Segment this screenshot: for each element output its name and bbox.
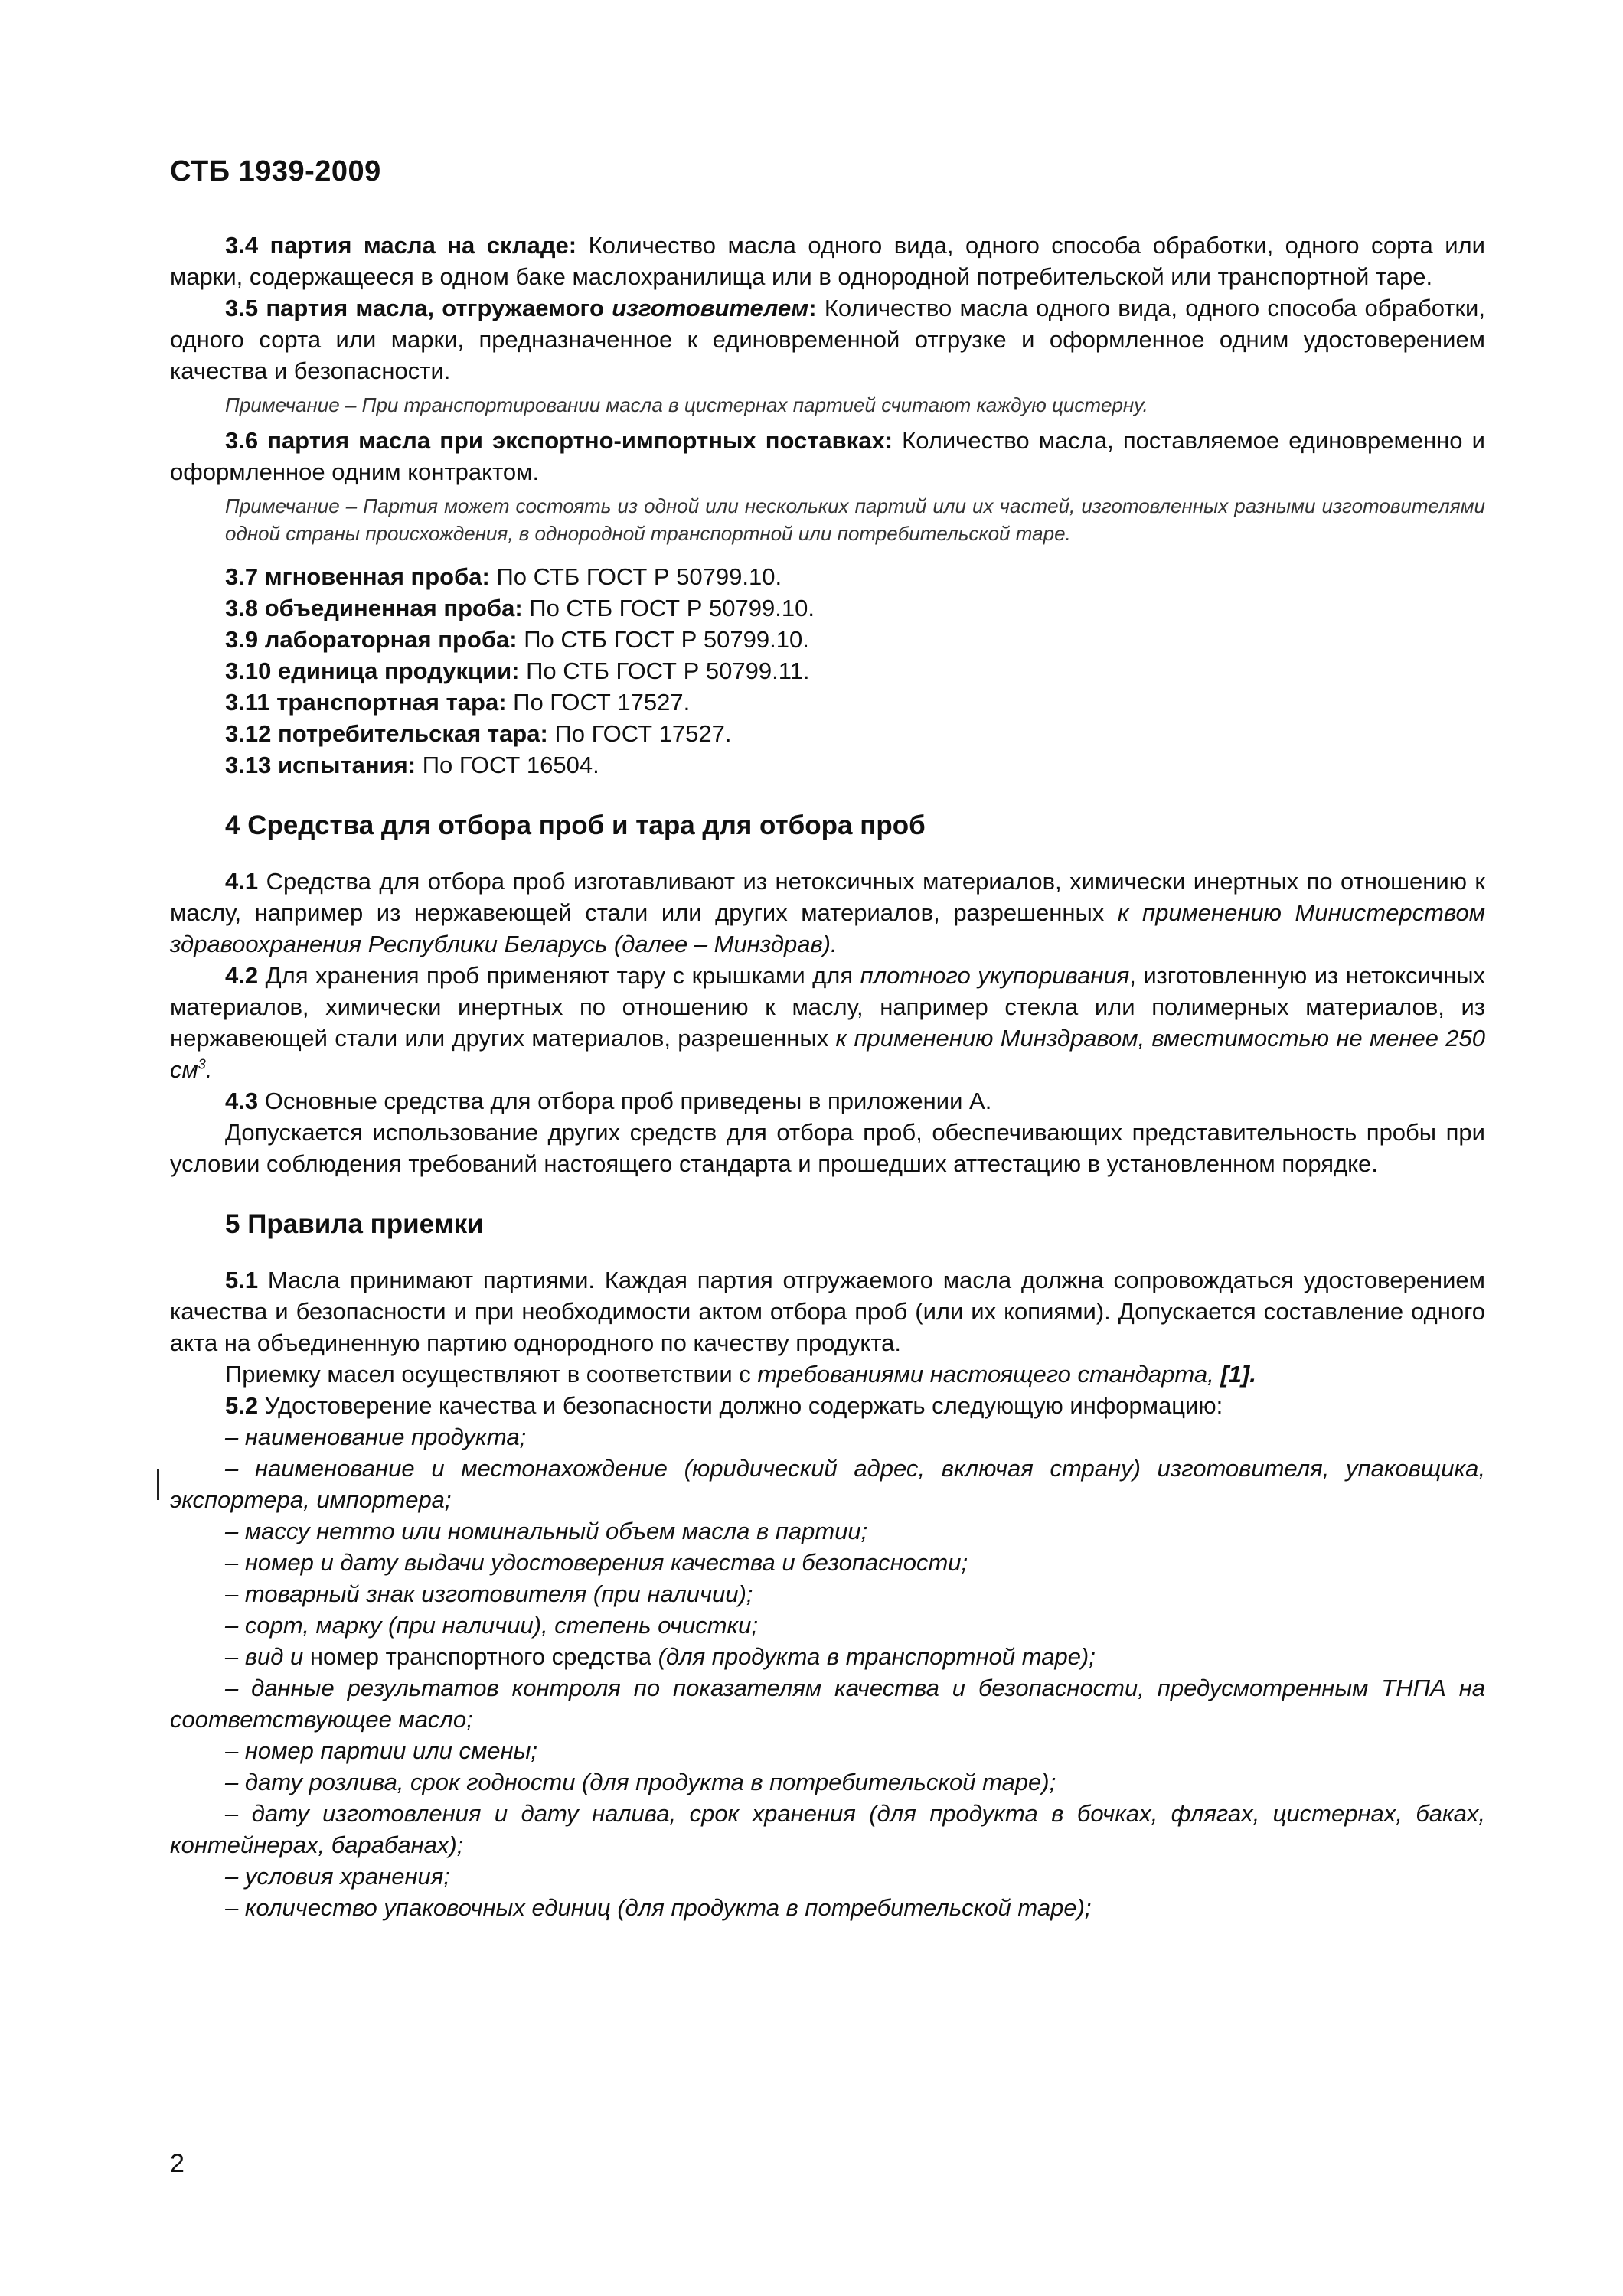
def-num: 3.9 [225,626,259,653]
revision-change-bar [157,1469,159,1500]
def-num: 3.13 [225,752,272,778]
definition-3-10 [170,655,1485,687]
def-term: мгновенная проба: [264,563,490,590]
list-item: – дату изготовления и дату налива, срок хранения (для продукта в бочках, флягах, цистернах, баках, контейнерах, барабанах); [170,1800,1485,1858]
para-text: Средства для отбора проб изготавливают из нетоксичных материалов, химически инертных по отношению к маслу, например из нержавеющей стали или других материалов, разрешенных [170,868,1485,926]
paragraph-4-2 [170,960,1485,1085]
def-term: единица продукции: [277,657,520,684]
def-term: лабораторная проба: [264,626,518,653]
def-text: По ГОСТ 17527. [554,720,732,747]
para-text: , изготовленную из нетоксичных материалов, химически инертных по отношению к маслу, например стекла или полимерных материалов, из нержавеющей стали или других материалов, разрешенных [170,962,1485,1052]
para-text: Удостоверение качества и безопасности должно содержать следующую информацию: [264,1392,1223,1419]
def-text: По СТБ ГОСТ Р 50799.11. [526,657,810,684]
def-text: По СТБ ГОСТ Р 50799.10. [529,595,815,621]
def-term-colon: : [808,295,817,321]
list-item: – номер партии или смены; [225,1737,538,1764]
definition-3-9 [170,624,1485,655]
def-num: 3.12 [225,720,272,747]
para-text: Основные средства для отбора проб приведены в приложении А. [264,1088,992,1114]
def-text: Количество масла, поставляемое единовременно и оформленное одним контрактом. [170,427,1485,485]
list-item: – дату розлива, срок годности (для продукта в потребительской таре); [225,1769,1056,1795]
definition-3-4 [170,230,1485,292]
paragraph-5-1 [170,1264,1485,1358]
list-item: – наименование и местонахождение (юридический адрес, включая страну) изготовителя, упаковщика, экспортера, импортера; [170,1455,1485,1513]
list-item: – данные результатов контроля по показателям качества и безопасности, предусмотренным ТНПА на соответствующее масло; [170,1675,1485,1733]
def-term: объединенная проба: [264,595,523,621]
paragraph-5-2 [170,1390,1485,1421]
def-num: 3.8 [225,595,259,621]
list-item: – массу нетто или номинальный объем масла в партии; [225,1518,868,1544]
def-term: партия масла, отгружаемого [266,295,612,321]
para-num: 4.3 [225,1088,259,1114]
list-item: – вид и номер транспортного средства (для продукта в транспортной таре); [225,1643,1096,1670]
def-term: партия масла на складе: [269,232,577,259]
definition-3-5 [170,292,1485,386]
para-text-italic: к применению Министерством здравоохранения Республики Беларусь (далее – Минздрав). [170,899,1485,957]
list-item: – количество упаковочных единиц (для продукта в потребительской таре); [225,1894,1092,1921]
def-text: По СТБ ГОСТ Р 50799.10. [524,626,809,653]
section-5-heading: 5 Правила приемки [225,1209,484,1239]
list-item: – товарный знак изготовителя (при наличии); [225,1580,753,1607]
def-term: потребительская тара: [277,720,548,747]
para-text-italic: к применению Минздравом, вместимостью не менее 250 см [170,1025,1485,1083]
list-item: – условия хранения; [225,1863,450,1890]
para-text: Масла принимают партиями. Каждая партия отгружаемого масла должна сопровождаться удостоверением качества и безопасности и при необходимости актом отбора проб (или их копиями). Допускается составление одного акта на объединенную партию однородного по качеству продукта. [170,1267,1485,1356]
list-item: – наименование продукта; [225,1424,527,1450]
def-term: транспортная тара: [276,689,507,716]
page-number: 2 [170,2149,185,2178]
para-text-italic: . [205,1056,213,1083]
para-text-italic: требованиями настоящего стандарта, [757,1361,1221,1388]
definition-3-7 [170,561,1485,592]
paragraph-4-3-extra: Допускается использование других средств для отбора проб, обеспечивающих представительность пробы при условии соблюдения требований настоящего стандарта и прошедших аттестацию в установленном порядке. [170,1119,1485,1177]
definition-3-13 [170,749,1485,781]
def-num: 3.10 [225,657,272,684]
def-num: 3.6 [225,427,259,454]
para-num: 4.2 [225,962,259,989]
def-num: 3.11 [225,689,270,716]
para-num: 5.1 [225,1267,259,1293]
document-code: СТБ 1939-2009 [170,155,381,188]
reference: [1]. [1220,1361,1256,1388]
def-text: По ГОСТ 16504. [422,752,599,778]
definition-3-11 [170,687,1485,718]
def-term: испытания: [277,752,416,778]
def-text: Количество масла одного вида, одного способа обработки, одного сорта или марки, содержащееся в одном баке маслохранилища или в однородной потребительской или транспортной таре. [170,232,1485,290]
list-item: – номер и дату выдачи удостоверения качества и безопасности; [225,1549,968,1576]
section-4-heading: 4 Средства для отбора проб и тара для отбора проб [225,810,926,840]
para-num: 5.2 [225,1392,259,1419]
def-num: 3.4 [225,232,259,259]
note-3-6: Примечание – Партия может состоять из одной или нескольких партий или их частей, изготовленных разными изготовителями одной страны происхождения, в однородной транспортной или потребительской таре. [225,494,1485,545]
paragraph-5-1-acceptance [170,1358,1485,1390]
document-body [170,230,1485,1923]
definition-3-8 [170,592,1485,624]
definition-3-6 [170,425,1485,488]
para-text-italic: плотного укупоривания [860,962,1130,989]
def-text: По СТБ ГОСТ Р 50799.10. [496,563,782,590]
paragraph-4-3 [170,1085,1485,1117]
def-text: По ГОСТ 17527. [513,689,691,716]
para-num: 4.1 [225,868,259,895]
def-num: 3.7 [225,563,259,590]
def-num: 3.5 [225,295,259,321]
definition-3-12 [170,718,1485,749]
para-text: Для хранения проб применяют тару с крышками для [265,962,860,989]
note-3-5: Примечание – При транспортировании масла в цистернах партией считают каждую цистерну. [225,393,1148,416]
superscript: 3 [198,1056,206,1072]
para-text: Приемку масел осуществляют в соответствии с [225,1361,758,1388]
def-term-italic: изготовителем [612,295,809,321]
paragraph-4-1 [170,866,1485,960]
def-text: Количество масла одного вида, одного способа обработки, одного сорта или марки, предназначенное к единовременной отгрузке и оформленное одним удостоверением качества и безопасности. [170,295,1485,384]
def-term: партия масла при экспортно-импортных поставках: [267,427,893,454]
list-item: – сорт, марку (при наличии), степень очистки; [225,1612,759,1639]
